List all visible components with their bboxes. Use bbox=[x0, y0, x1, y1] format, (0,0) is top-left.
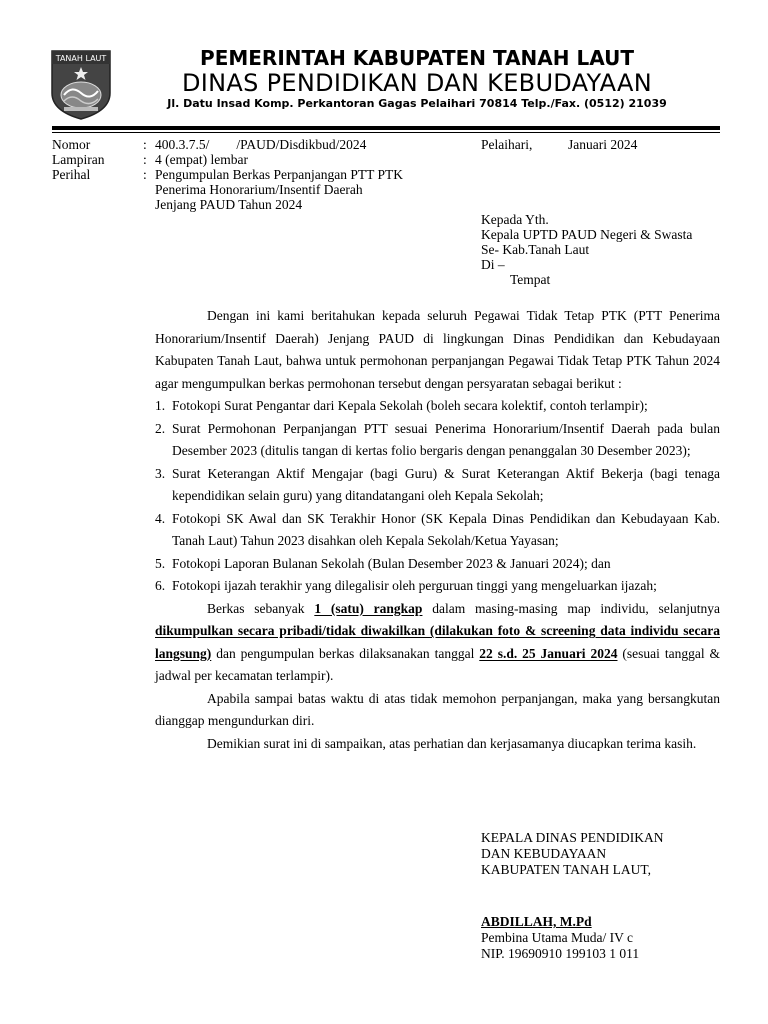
signatory-rank: Pembina Utama Muda/ IV c bbox=[481, 930, 633, 945]
requirement-item bbox=[155, 508, 720, 553]
header-rule-thin bbox=[52, 132, 720, 133]
item-number: 1. bbox=[155, 398, 166, 413]
logo-text: TANAH LAUT bbox=[55, 54, 107, 63]
recipient-di: Di – bbox=[481, 257, 505, 272]
item-text: Fotokopi SK Awal dan SK Terakhir Honor (SK Kepala Dinas Pendidikan dan Kebudayaan Kab. Tanah Laut) Tahun 2023 disahkan oleh Kepala Sekolah/Ketua Yayasan; bbox=[172, 510, 720, 548]
item-number: 6. bbox=[155, 578, 166, 593]
item-text: Fotokopi Surat Pengantar dari Kepala Sekolah (boleh secara kolektif, contoh terlampir); bbox=[172, 398, 648, 413]
item-text: Fotokopi Laporan Bulanan Sekolah (Bulan Desember 2023 & Januari 2024); dan bbox=[172, 555, 611, 571]
header-rule-thick bbox=[52, 126, 720, 130]
perihal-line: Pengumpulan Berkas Perpanjangan PTT PTK bbox=[155, 167, 403, 182]
text-run: (sesuai tanggal & jadwal per kecamatan terlampir). bbox=[155, 645, 721, 683]
colon: : bbox=[143, 137, 147, 152]
colon: : bbox=[143, 152, 147, 167]
office-name: DINAS PENDIDIKAN DAN KEBUDAYAAN bbox=[182, 69, 652, 97]
perihal-line: Penerima Honorarium/Insentif Daerah bbox=[155, 182, 363, 197]
requirement-item bbox=[155, 395, 720, 418]
letter-date: Januari 2024 bbox=[568, 137, 638, 152]
date-emphasis: 22 s.d. 25 Januari 2024 bbox=[479, 645, 618, 661]
requirement-item bbox=[155, 418, 720, 463]
signatory-name: ABDILLAH, M.Pd bbox=[481, 914, 592, 929]
closing-paragraph: Demikian surat ini di sampaikan, atas perhatian dan kerjasamanya diucapkan terima kasih. bbox=[207, 735, 697, 751]
item-text: Surat Permohonan Perpanjangan PTT sesuai Penerima Honorarium/Insentif Daerah pada bulan Desember 2023 (ditulis tangan di kertas folio bergaris dengan penanggalan 30 Desember 2023); bbox=[172, 420, 720, 458]
colon: : bbox=[143, 167, 147, 182]
signatory-title: KABUPATEN TANAH LAUT, bbox=[481, 862, 652, 877]
item-text: Surat Keterangan Aktif Mengajar (bagi Guru) & Surat Keterangan Aktif Bekerja (bagi tenaga kependidikan selain guru) yang ditandatangani oleh Kepala Sekolah; bbox=[172, 465, 720, 503]
text-run: dalam masing-masing map individu, selanjutnya bbox=[422, 600, 721, 616]
requirement-item bbox=[155, 553, 720, 576]
nomor-label: Nomor bbox=[52, 137, 91, 152]
text-run: Berkas sebanyak bbox=[207, 600, 315, 616]
government-name: PEMERINTAH KABUPATEN TANAH LAUT bbox=[200, 46, 634, 70]
office-address: Jl. Datu Insad Komp. Perkantoran Gagas Pelaihari 70814 Telp./Fax. (0512) 21039 bbox=[167, 97, 667, 110]
item-number: 2. bbox=[155, 420, 166, 436]
requirement-item bbox=[155, 463, 720, 508]
item-number: 3. bbox=[155, 465, 166, 481]
copies-emphasis: 1 (satu) rangkap bbox=[314, 600, 423, 616]
signatory-title: DAN KEBUDAYAAN bbox=[481, 846, 607, 861]
perihal-label: Perihal bbox=[52, 167, 91, 182]
text-run: dan pengumpulan berkas dilaksanakan tanggal bbox=[211, 645, 480, 661]
deadline-paragraph: Apabila sampai batas waktu di atas tidak memohon perpanjangan, maka yang bersangkutan dianggap mengundurkan diri. bbox=[155, 690, 720, 728]
signatory-title: KEPALA DINAS PENDIDIKAN bbox=[481, 830, 664, 845]
recipient-tempat: Tempat bbox=[510, 272, 551, 287]
item-number: 4. bbox=[155, 510, 166, 526]
requirement-item bbox=[155, 575, 720, 598]
recipient-greeting: Kepada Yth. bbox=[481, 212, 549, 227]
letter-place: Pelaihari, bbox=[481, 137, 533, 152]
lampiran-label: Lampiran bbox=[52, 152, 105, 167]
item-text: Fotokopi ijazah terakhir yang dilegalisir oleh perguruan tinggi yang mengeluarkan ijazah; bbox=[172, 578, 657, 593]
submission-emphasis: dikumpulkan secara pribadi/tidak diwakilkan (dilakukan foto & screening data individu secara langsung) bbox=[155, 623, 720, 661]
nomor-value: 400.3.7.5/ /PAUD/Disdikbud/2024 bbox=[155, 137, 367, 152]
perihal-line: Jenjang PAUD Tahun 2024 bbox=[155, 197, 303, 212]
regency-logo bbox=[50, 49, 112, 121]
item-number: 5. bbox=[155, 555, 166, 571]
lampiran-value: 4 (empat) lembar bbox=[155, 152, 248, 167]
letter-body bbox=[155, 305, 720, 755]
signatory-nip: NIP. 19690910 199103 1 011 bbox=[481, 946, 640, 961]
intro-paragraph: Dengan ini kami beritahukan kepada seluruh Pegawai Tidak Tetap PTK (PTT Penerima Honorarium/Insentif Daerah) Jenjang PAUD di lingkungan Dinas Pendidikan dan Kebudayaan Kabupaten Tanah Laut, bahwa untuk permohonan perpanjangan Pegawai Tidak Tetap PTK Tahun 2024 agar mengumpulkan berkas permohonan tersebut dengan persyaratan sebagai berikut : bbox=[155, 308, 720, 391]
submission-paragraph bbox=[155, 598, 720, 688]
recipient-name: Kepala UPTD PAUD Negeri & Swasta bbox=[481, 227, 693, 242]
recipient-area: Se- Kab.Tanah Laut bbox=[481, 242, 590, 257]
